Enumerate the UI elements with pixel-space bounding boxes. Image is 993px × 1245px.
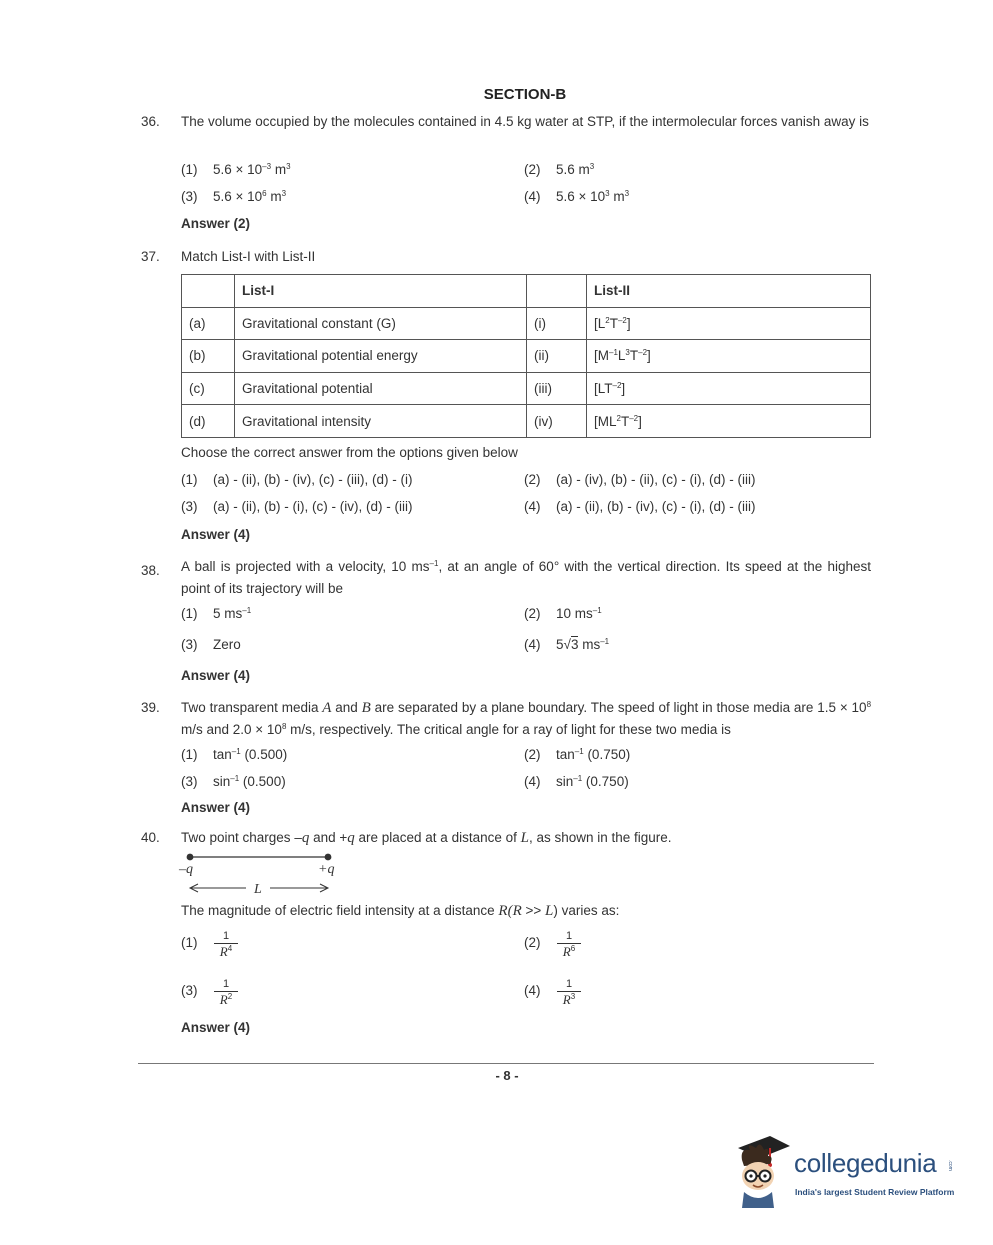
option-2: (2) 10 $ms^{-1}$ xyxy=(524,606,602,621)
option-2: (2) 5.6 $m^3$ xyxy=(524,162,595,177)
row-rkey: (ii) xyxy=(527,340,587,373)
distance-label: L xyxy=(254,882,262,897)
negative-charge-label: –q xyxy=(179,862,193,877)
row-rkey: (iv) xyxy=(527,405,587,438)
list-2-header: List-II xyxy=(587,275,871,308)
question-text: Match List-I with List-II xyxy=(181,249,316,264)
question-text: The volume occupied by the molecules contained in 4.5 kg water at STP, if the intermolecular forces vanish away is xyxy=(181,114,869,129)
negative-charge-dot xyxy=(187,854,194,861)
mascot-icon xyxy=(734,1134,792,1208)
option-4: (4) $\sin^{-1} (0.750)$ xyxy=(524,774,629,789)
question-number: 40. xyxy=(141,830,160,845)
row-dimension: $[ML^2T^{-2}]$ xyxy=(587,405,871,438)
table-row xyxy=(182,372,871,405)
row-key: (d) xyxy=(182,405,235,438)
option-3: (3) $\sin^{-1} (0.500)$ xyxy=(181,774,286,789)
question-text: A ball is projected with a velocity, 10 $ms^{-1}$, at an angle of 60° with the vertical direction. Its speed at the highest point of its trajectory will be xyxy=(181,559,871,596)
question-text: Two point charges –q and +q are placed at a distance of L, as shown in the figure. xyxy=(181,830,672,846)
brand-name: collegedunia xyxy=(794,1148,937,1178)
question-text-2: The magnitude of electric field intensity at a distance R(R >> L) varies as: xyxy=(181,903,620,919)
answer: Answer (2) xyxy=(181,216,251,231)
question-text: Two transparent media A and B are separated by a plane boundary. The speed of light in those media are $1.5 \times 10^8$ m/s and $2.0 \times 10^8$ m/s, respectively. The critical angle for a ray of light for these two media is xyxy=(181,700,872,737)
option-3-number: (3) xyxy=(181,983,198,998)
option-4: (4) 5√3 $ms^{-1}$ xyxy=(524,637,610,652)
row-item: Gravitational intensity xyxy=(235,405,527,438)
table-row xyxy=(182,340,871,373)
answer: Answer (4) xyxy=(181,800,251,815)
option-1: (1) 5 $ms^{-1}$ xyxy=(181,606,252,621)
table-row xyxy=(182,405,871,438)
option-2-fraction: 1 $R^6$ xyxy=(557,929,581,959)
footer-divider xyxy=(138,1063,874,1064)
positive-charge-label: +q xyxy=(318,862,335,877)
option-3: (3) (a) - (ii), (b) - (i), (c) - (iv), (d) - (iii) xyxy=(181,499,413,514)
option-1: (1) $\tan^{-1} (0.500)$ xyxy=(181,747,288,762)
option-3-fraction: 1 $R^2$ xyxy=(214,977,238,1007)
charges-figure xyxy=(176,850,346,900)
row-dimension: $[L^2T^{-2}]$ xyxy=(587,307,871,340)
row-key: (c) xyxy=(182,372,235,405)
option-1: (1) $5.6 \times 10^{-3}$ $m^3$ xyxy=(181,162,291,177)
positive-charge-dot xyxy=(325,854,332,861)
option-4-fraction: 1 $R^3$ xyxy=(557,977,581,1007)
answer: Answer (4) xyxy=(181,527,251,542)
option-2-number: (2) xyxy=(524,935,541,950)
option-1-fraction: 1 $R^4$ xyxy=(214,929,238,959)
row-key: (a) xyxy=(182,307,235,340)
answer: Answer (4) xyxy=(181,668,251,683)
option-4: (4) $5.6 \times 10^3$ $m^3$ xyxy=(524,189,630,204)
option-2: (2) $\tan^{-1} (0.750)$ xyxy=(524,747,631,762)
answer: Answer (4) xyxy=(181,1020,251,1035)
row-dimension: $[M^{-1}L^3T^{-2}]$ xyxy=(587,340,871,373)
row-item: Gravitational potential energy xyxy=(235,340,527,373)
option-1: (1) (a) - (ii), (b) - (iv), (c) - (iii), (d) - (i) xyxy=(181,472,413,487)
question-number: 36. xyxy=(141,114,160,129)
option-1-number: (1) xyxy=(181,935,198,950)
brand-tagline: India's largest Student Review Platform xyxy=(795,1187,955,1197)
option-3: (3) $5.6 \times 10^6$ $m^3$ xyxy=(181,189,287,204)
question-number: 38. xyxy=(141,563,160,578)
row-item: Gravitational potential xyxy=(235,372,527,405)
match-table xyxy=(181,274,871,438)
instruction: Choose the correct answer from the options given below xyxy=(181,445,518,460)
row-dimension: $[LT^{-2}]$ xyxy=(587,372,871,405)
page-title: SECTION-B xyxy=(483,86,567,103)
row-key: (b) xyxy=(182,340,235,373)
page-number: - 8 - xyxy=(495,1068,519,1083)
option-4: (4) (a) - (ii), (b) - (iv), (c) - (i), (d) - (iii) xyxy=(524,499,756,514)
option-3: (3) Zero xyxy=(181,637,241,652)
option-2: (2) (a) - (iv), (b) - (ii), (c) - (i), (d) - (iii) xyxy=(524,472,756,487)
question-number: 37. xyxy=(141,249,160,264)
list-1-header: List-I xyxy=(235,275,527,308)
brand-com: .com xyxy=(947,1160,953,1171)
row-rkey: (iii) xyxy=(527,372,587,405)
option-4-number: (4) xyxy=(524,983,541,998)
table-header-row xyxy=(182,275,871,308)
table-row xyxy=(182,307,871,340)
row-item: Gravitational constant (G) xyxy=(235,307,527,340)
question-number: 39. xyxy=(141,700,160,715)
row-rkey: (i) xyxy=(527,307,587,340)
